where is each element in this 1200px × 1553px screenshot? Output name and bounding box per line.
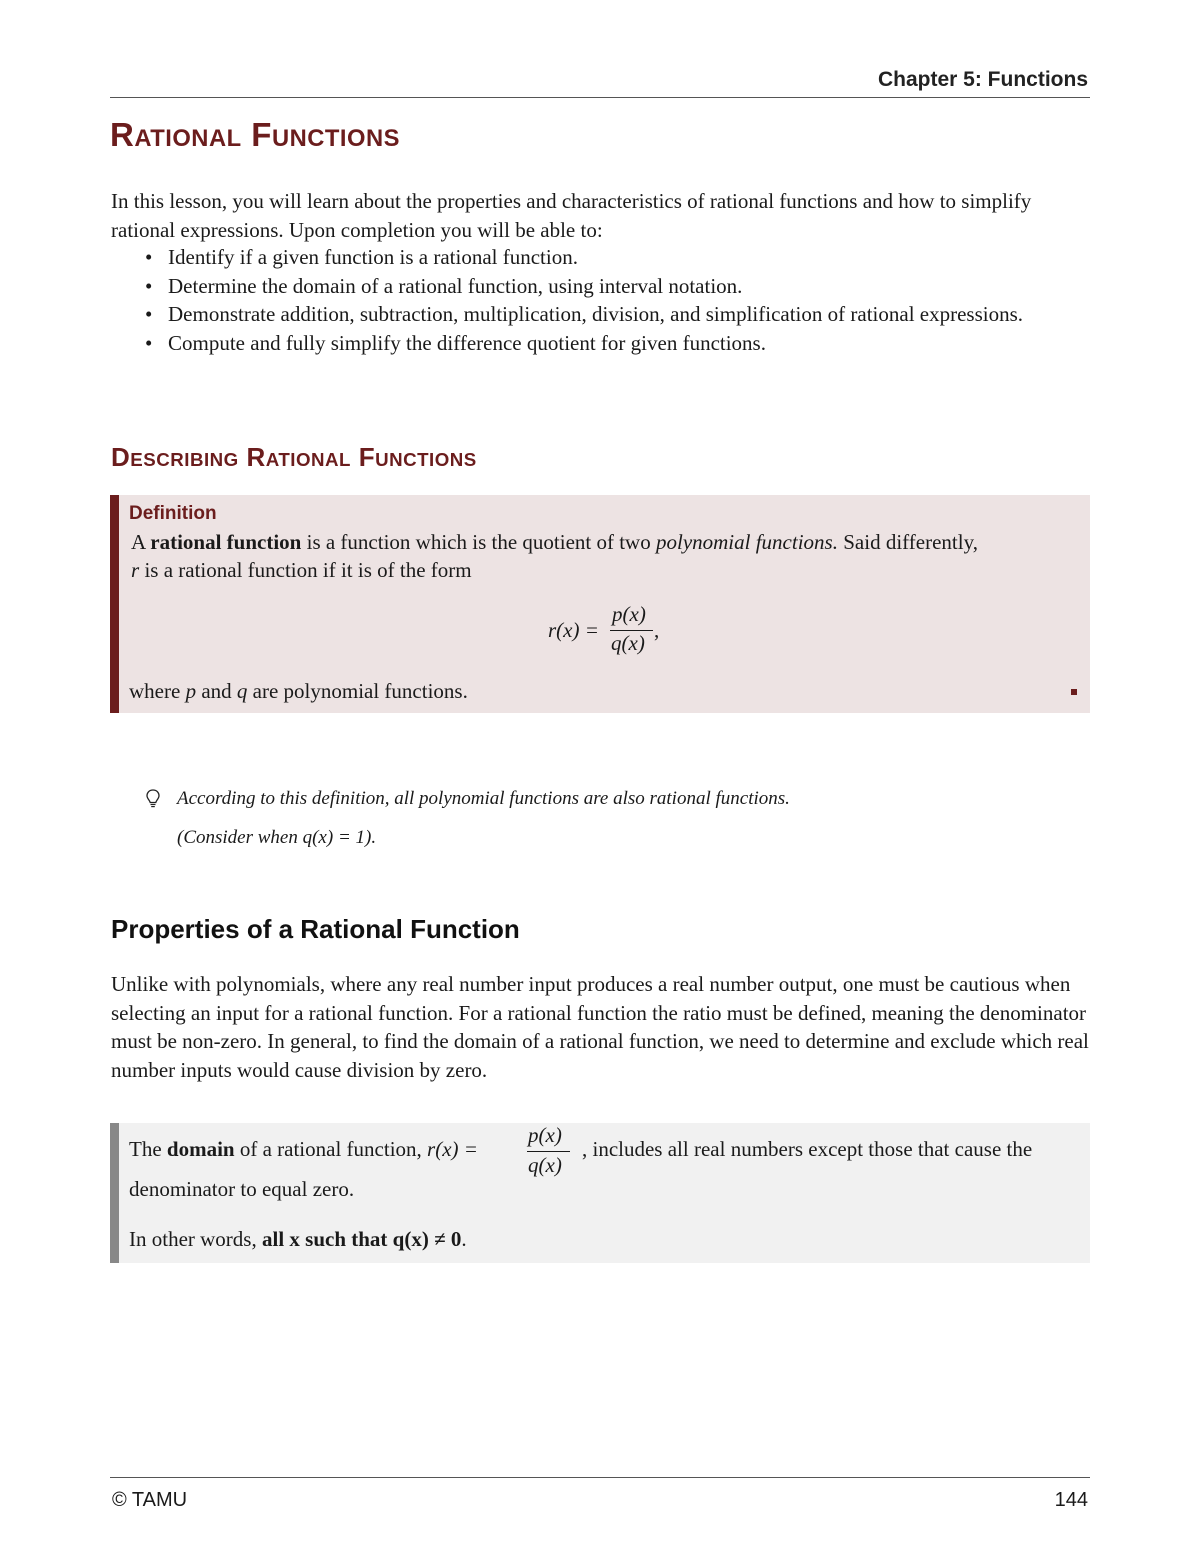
note-line-1: According to this definition, all polynomial functions are also rational functions. xyxy=(177,788,790,809)
page-title: RATIONAL FUNCTIONS xyxy=(110,116,400,153)
list-item: • Determine the domain of a rational function, using interval notation. xyxy=(145,273,743,298)
footer-copyright: © TAMU xyxy=(112,1489,188,1511)
definition-accent-bar xyxy=(110,495,119,713)
section-heading-properties: Properties of a Rational Function xyxy=(111,914,520,944)
header-rule xyxy=(110,97,1090,98)
domain-text-continued: , includes all real numbers except those that cause the xyxy=(582,1137,1033,1161)
qed-marker xyxy=(1071,689,1077,695)
lightbulb-icon xyxy=(146,789,160,814)
list-item: • Demonstrate addition, subtraction, multiplication, division, and simplification of rational expressions. xyxy=(145,302,1024,326)
note-line-2: (Consider when q(x) = 1). xyxy=(177,827,377,848)
definition-where-line: where p and q are polynomial functions. xyxy=(129,679,468,703)
list-item: • Identify if a given function is a rational function. xyxy=(145,245,578,269)
properties-paragraph: Unlike with polynomials, where any real number input produces a real number output, one must be cautious when selecting an input for a rational function. For a rational function the ratio must be defined, meaning the denominator must be non-zero. In general, to find the domain of a rational function, we need to determine and exclude which real number inputs would cause division by zero. xyxy=(111,972,1089,1082)
objectives-list xyxy=(143,243,1088,357)
footer-rule xyxy=(110,1477,1090,1478)
definition-label: Definition xyxy=(129,503,217,524)
intro-paragraph: In this lesson, you will learn about the properties and characteristics of rational functions and how to simplify rational expressions. Upon completion you will be able to: xyxy=(111,189,1032,242)
chapter-header: Chapter 5: Functions xyxy=(877,68,1088,91)
definition-text-line2: r is a rational function if it is of the form xyxy=(131,558,472,582)
definition-text: A rational function is a function which is the quotient of two polynomial functions. Said differently, xyxy=(131,530,978,554)
domain-text: The domain of a rational function, r(x) = xyxy=(129,1137,478,1161)
section-heading-describing: DESCRIBING RATIONAL FUNCTIONS xyxy=(111,442,477,472)
list-item: • Compute and fully simplify the difference quotient for given functions. xyxy=(145,330,766,355)
domain-text-line3: In other words, all x such that q(x) ≠ 0. xyxy=(129,1227,467,1251)
domain-text-line2: denominator to equal zero. xyxy=(129,1177,355,1201)
domain-accent-bar xyxy=(110,1123,119,1263)
page-number: 144 xyxy=(1054,1489,1088,1511)
